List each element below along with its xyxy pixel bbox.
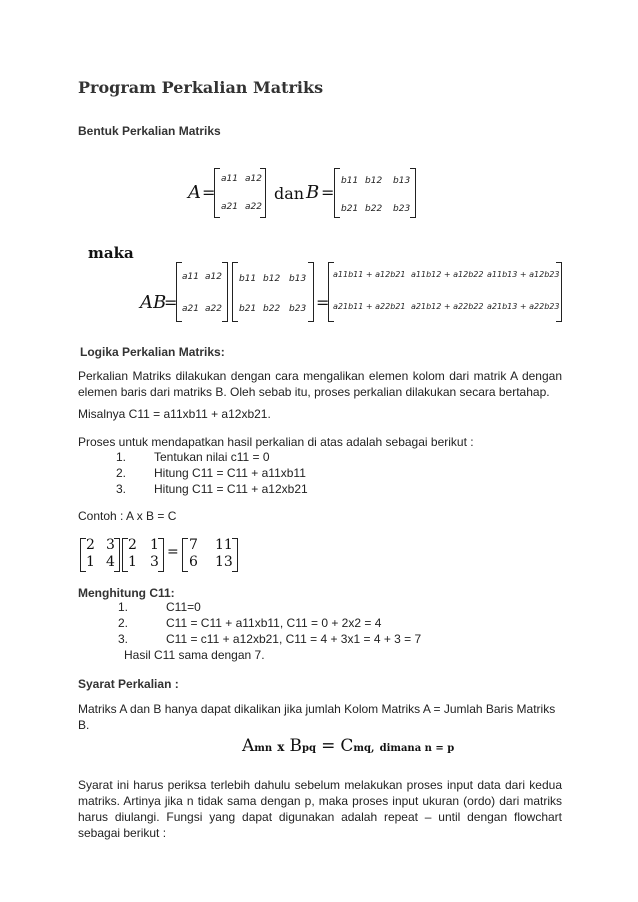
list-item: 2. Hitung C11 = C11 + a11xb11 <box>116 466 306 480</box>
contoh-line: Contoh : A x B = C <box>78 509 177 523</box>
example-cell: 1 <box>128 554 137 570</box>
matrix-c-cell: a11b11 + a12b21 <box>333 270 406 279</box>
compute-result: Hasil C11 sama dengan 7. <box>124 648 265 662</box>
matrix-a-cell: a22 <box>205 304 222 314</box>
closing-paragraph: Syarat ini harus periksa terlebih dahulu sebelum melakukan proses input data dari kedua matriks. Artinya jika n tidak sama dengan p, maka proses input ukuran (ordo) dari matriks harus diulangi. Fungsi yang dapat digunakan adalah repeat – until dengan flowchart sebagai berikut : <box>78 778 562 840</box>
dan-word: dan <box>274 184 305 203</box>
example-matrix-b <box>122 538 164 572</box>
matrix-c-cell: a21b13 + a22b23 <box>487 302 560 311</box>
equals-sign: = <box>164 293 178 312</box>
process-intro: Proses untuk mendapatkan hasil perkalian di atas adalah sebagai berikut : <box>78 435 474 449</box>
list-item: 3. C11 = c11 + a12xb21, C11 = 4 + 3x1 = 4 + 3 = 7 <box>118 632 422 646</box>
example-cell: 7 <box>189 537 198 553</box>
example-cell: 2 <box>128 537 137 553</box>
section-heading-menghitung: Menghitung C11: <box>78 586 175 600</box>
equals-sign: = <box>202 183 216 202</box>
example-line: Misalnya C11 = a11xb11 + a12xb21. <box>78 407 271 421</box>
example-matrix-a <box>80 538 120 572</box>
matrix-b-product <box>232 262 314 322</box>
matrix-b-cell: b22 <box>365 204 383 214</box>
matrix-c-cell: a21b12 + a22b22 <box>411 302 484 311</box>
matrix-a <box>214 168 266 218</box>
matrix-a-product <box>176 262 228 322</box>
matrix-b-cell: b11 <box>239 274 257 284</box>
section-heading-logika: Logika Perkalian Matriks: <box>80 345 225 359</box>
ab-label: AB <box>140 292 167 313</box>
matrix-c-cell: a21b11 + a22b21 <box>333 302 406 311</box>
matrix-b-cell: b11 <box>341 176 359 186</box>
section-heading-syarat: Syarat Perkalian : <box>78 677 179 691</box>
matrix-b-cell: b21 <box>341 204 359 214</box>
matrix-b-cell: b13 <box>289 274 307 284</box>
matrix-b-cell: b23 <box>393 204 411 214</box>
matrix-c-cell: a11b13 + a12b23 <box>487 270 560 279</box>
matrix-a-cell: a22 <box>245 202 262 212</box>
matrix-b-cell: b12 <box>263 274 281 284</box>
example-cell: 6 <box>189 554 198 570</box>
example-matrix-c <box>182 538 238 572</box>
matrix-a-cell: a21 <box>182 304 199 314</box>
list-item: 1. C11=0 <box>118 600 201 614</box>
matrix-a-cell: a11 <box>182 272 199 282</box>
matrix-c-cell: a11b12 + a12b22 <box>411 270 484 279</box>
matrix-b-cell: b12 <box>365 176 383 186</box>
matrix-a-cell: a12 <box>205 272 222 282</box>
matrix-a-label: A <box>188 182 201 203</box>
maka-word: maka <box>88 244 134 262</box>
equals-sign: = <box>316 293 330 312</box>
matrix-b-cell: b23 <box>289 304 307 314</box>
matrix-a-cell: a11 <box>221 174 238 184</box>
matrix-b-cell: b13 <box>393 176 411 186</box>
matrix-a-cell: a12 <box>245 174 262 184</box>
page-title: Program Perkalian Matriks <box>78 78 324 97</box>
matrix-a-cell: a21 <box>221 202 238 212</box>
syarat-paragraph: Matriks A dan B hanya dapat dikalikan jika jumlah Kolom Matriks A = Jumlah Baris Matriks B. <box>78 702 556 732</box>
list-item: 1. Tentukan nilai c11 = 0 <box>116 450 270 464</box>
matrix-b-cell: b22 <box>263 304 281 314</box>
rule-formula: Amn x Bpq = Cmq, dimana n = p <box>242 736 455 756</box>
example-cell: 3 <box>106 537 115 553</box>
example-cell: 13 <box>215 554 233 570</box>
example-cell: 3 <box>150 554 159 570</box>
example-cell: 2 <box>86 537 95 553</box>
logic-paragraph: Perkalian Matriks dilakukan dengan cara mengalikan elemen kolom dari matrik A dengan elemen baris dari matriks B. Oleh sebab itu, proses perkalian dilakukan secara bertahap. <box>78 369 562 399</box>
example-cell: 4 <box>106 554 115 570</box>
example-cell: 11 <box>215 537 233 553</box>
example-cell: 1 <box>86 554 95 570</box>
matrix-b-cell: b21 <box>239 304 257 314</box>
matrix-c-product <box>328 262 562 322</box>
list-item: 3. Hitung C11 = C11 + a12xb21 <box>116 482 308 496</box>
equals-sign: = <box>321 183 335 202</box>
example-cell: 1 <box>150 537 159 553</box>
equals-sign: = <box>167 544 179 560</box>
list-item: 2. C11 = C11 + a11xb11, C11 = 0 + 2x2 = 4 <box>118 616 382 630</box>
section-heading-bentuk: Bentuk Perkalian Matriks <box>78 124 221 138</box>
matrix-b-label: B <box>306 182 320 203</box>
matrix-b <box>334 168 416 218</box>
